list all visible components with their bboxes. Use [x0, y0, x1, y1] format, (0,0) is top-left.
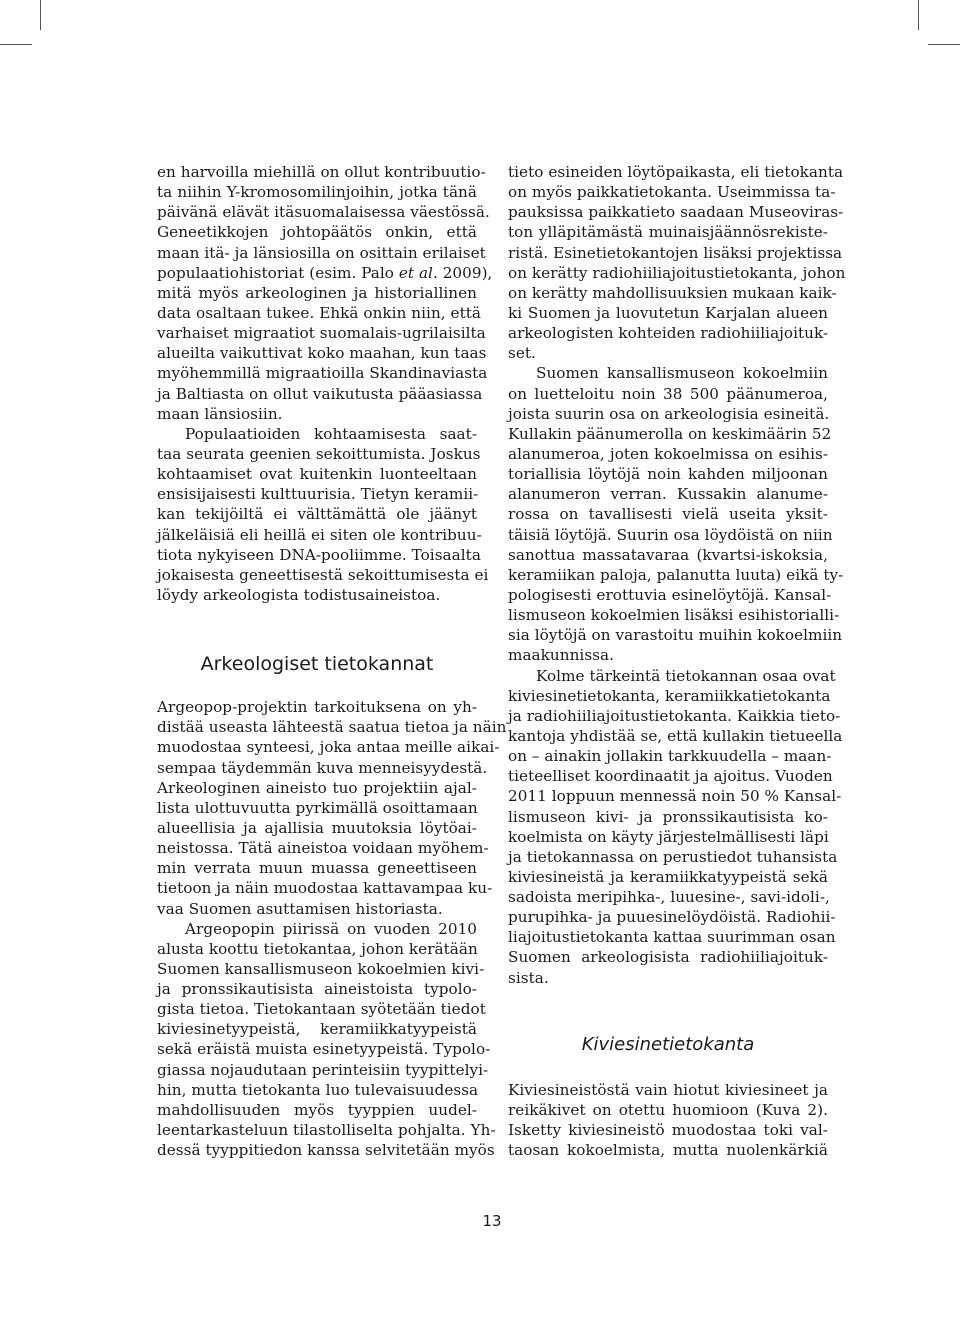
text-line: löydy arkeologista todistusaineistoa.	[157, 585, 441, 604]
text-line: Arkeologinen aineisto tuo projektiin ajal-	[157, 778, 477, 797]
paragraph	[157, 162, 493, 424]
text-line: jälkeläisiä eli heillä ei siten ole kontribuu-	[157, 525, 482, 544]
text-line: Suomen kansallismuseon kokoelmien kivi-	[157, 959, 485, 978]
left-column	[157, 162, 507, 1160]
text-line: reikäkivet on otettu huomioon (Kuva 2).	[508, 1100, 828, 1119]
text-line: en harvoilla miehillä on ollut kontribuutio-	[157, 163, 486, 181]
section-heading: Arkeologiset tietokannat	[200, 653, 434, 676]
text-line: mitä myös arkeologinen ja historiallinen	[157, 283, 477, 302]
text-line: sekä eräistä muista esinetyypeistä. Typolo-	[157, 1040, 491, 1059]
text-line: lismuseon kivi- ja pronssikautisista ko-	[508, 807, 828, 826]
text-line: joista suurin osa on arkeologisia esineitä.	[508, 404, 830, 423]
paragraph	[508, 666, 843, 988]
text-line: kan tekijöiltä ei välttämättä ole jäänyt	[157, 505, 477, 524]
paragraph	[157, 919, 496, 1161]
text-line: Populaatioiden kohtaamisesta saat-	[185, 424, 477, 443]
crop-mark	[928, 44, 960, 45]
text-line: data osaltaan tukee. Ehkä onkin niin, että	[157, 303, 481, 322]
text-line: Kullakin päänumerolla on keskimäärin 52	[508, 424, 832, 443]
section-heading: Kiviesinetietokanta	[581, 1033, 755, 1055]
text-line: pauksissa paikkatieto saadaan Museoviras-	[508, 203, 844, 222]
text-line: on kerätty radiohiiliajoitustietokanta, johon	[508, 263, 846, 282]
text-line: koelmista on käyty järjestelmällisesti läpi	[508, 827, 829, 846]
text-line: ta niihin Y-kromosomilinjoihin, jotka tänä	[157, 183, 477, 202]
text-line: Suomen arkeologisista radiohiiliajoituk-	[508, 948, 828, 967]
text-line: min verrata muun muassa geneettiseen	[157, 859, 477, 878]
text-line: on luetteloitu noin 38 500 päänumeroa,	[508, 384, 828, 403]
paragraph	[508, 162, 846, 363]
text-line: alanumeroa, joten kokoelmissa on esihis-	[508, 444, 828, 463]
text-line: Geneetikkojen johtopäätös onkin, että	[157, 223, 477, 242]
text-line: tieto esineiden löytöpaikasta, eli tietokanta	[508, 163, 844, 181]
text-line: täisiä löytöjä. Suurin osa löydöistä on niin	[508, 525, 833, 544]
text-line: on myös paikkatietokanta. Useimmissa ta-	[508, 183, 836, 202]
text-line: kiviesinetyypeistä, keramiikkatyypeistä	[157, 1020, 477, 1039]
text-line: ja tietokannassa on perustiedot tuhansista	[508, 847, 838, 866]
text-line: päivänä elävät itäsuomalaisessa väestössä.	[157, 203, 490, 222]
text-line: tiota nykyiseen DNA-pooliimme. Toisaalta	[157, 545, 481, 564]
text-line: taosan kokoelmista, mutta nuolenkärkiä	[508, 1141, 828, 1160]
paragraph	[508, 363, 844, 665]
crop-mark	[0, 44, 32, 45]
text-line: alueilta vaikuttivat koko maahan, kun taas	[157, 344, 487, 363]
text-line: on – ainakin jollakin tarkkuudella – maan-	[508, 747, 832, 766]
text-line: toriallisia löytöjä noin kahden miljoonan	[508, 465, 828, 484]
text-line: Argeopopin piirissä on vuoden 2010	[185, 919, 477, 938]
text-line: rossa on tavallisesti vielä useita yksit-	[508, 505, 828, 524]
right-column	[508, 162, 846, 1160]
text-line: sadoista meripihka-, luuesine-, savi-idoli-,	[508, 888, 830, 907]
text-line: kiviesinetietokanta, keramiikkatietokanta	[508, 686, 831, 705]
text-line: vaa Suomen asuttamisen historiasta.	[157, 899, 443, 918]
text-line: on kerätty mahdollisuuksien mukaan kaik-	[508, 283, 837, 302]
text-line: sanottua massatavaraa (kvartsi-iskoksia,	[508, 545, 828, 564]
crop-mark	[40, 0, 41, 30]
text-line: populaatiohistoriat (esim. Palo et al. 2009),	[157, 263, 493, 282]
text-line: myöhemmillä migraatioilla Skandinaviasta	[157, 364, 488, 383]
page-number: 13	[482, 1212, 502, 1230]
paragraph	[157, 697, 507, 919]
text-line: gista tietoa. Tietokantaan syötetään tiedot	[157, 1000, 486, 1019]
text-line: taa seurata geenien sekoittumista. Joskus	[157, 444, 481, 463]
text-line: tietoon ja näin muodostaa kattavampaa ku-	[157, 879, 493, 898]
text-line: pologisesti erottuvia esinelöytöjä. Kansal-	[508, 585, 832, 604]
text-line: arkeologisten kohteiden radiohiiliajoituk-	[508, 324, 829, 343]
text-line: ja Baltiasta on ollut vaikutusta pääasiassa	[157, 384, 483, 403]
text-line: Suomen kansallismuseon kokoelmiin	[536, 364, 828, 383]
text-line: kohtaamiset ovat kuitenkin luonteeltaan	[157, 465, 477, 484]
text-line: kiviesineistä ja keramiikkatyypeistä sekä	[508, 867, 828, 886]
text-line: liajoitustietokanta kattaa suurimman osan	[508, 928, 836, 947]
paragraph	[157, 424, 489, 605]
text-line: Kolme tärkeintä tietokannan osaa ovat	[536, 666, 836, 685]
text-line: neistossa. Tätä aineistoa voidaan myöhem-	[157, 839, 489, 858]
text-line: maan länsiosiin.	[157, 404, 283, 423]
text-line: leentarkasteluun tilastolliselta pohjalta. Yh-	[157, 1121, 496, 1140]
text-line: distää useasta lähteestä saatua tietoa ja näin	[157, 718, 507, 737]
text-line: sia löytöjä on varastoitu muihin kokoelmiin	[508, 626, 843, 645]
crop-mark	[918, 0, 919, 30]
text-line: tieteelliset koordinaatit ja ajoitus. Vuoden	[508, 767, 833, 786]
text-line: alueellisia ja ajallisia muutoksia löytöai-	[157, 818, 477, 837]
text-line: maan itä- ja länsiosilla on osittain erilaiset	[157, 243, 486, 262]
text-line: sempaa täydemmän kuva menneisyydestä.	[157, 758, 488, 777]
text-line: Isketty kiviesineistö muodostaa toki val-	[508, 1121, 828, 1140]
text-line: ki Suomen ja luovutetun Karjalan alueen	[508, 303, 828, 322]
text-line: lista ulottuvuutta pyrkimällä osoittamaan	[157, 798, 478, 817]
text-line: alanumeron verran. Kussakin alanume-	[508, 485, 828, 504]
text-line: lismuseon kokoelmien lisäksi esihistorialli-	[508, 606, 840, 625]
paragraph	[508, 1080, 828, 1161]
text-line: dessä tyyppitiedon kanssa selvitetään myös	[157, 1141, 495, 1160]
text-line: ja radiohiiliajoitustietokanta. Kaikkia tieto-	[508, 706, 841, 725]
text-line: alusta koottu tietokantaa, johon kerätään	[157, 939, 478, 958]
text-line: Argeopop-projektin tarkoituksena on yh-	[157, 698, 477, 717]
text-line: sista.	[508, 968, 549, 987]
text-line: giassa nojaudutaan perinteisiin tyypittelyi-	[157, 1060, 489, 1079]
text-line: ton ylläpitämästä muinaisjäännösrekiste-	[508, 223, 828, 242]
text-line: ristä. Esinetietokantojen lisäksi projektissa	[508, 243, 843, 262]
text-line: purupihka- ja puuesinelöydöistä. Radiohii-	[508, 908, 836, 927]
text-line: varhaiset migraatiot suomalais-ugrilaisilta	[157, 324, 486, 343]
text-line: muodostaa synteesi, joka antaa meille aikai-	[157, 738, 500, 757]
text-line: set.	[508, 344, 536, 363]
text-line: Kiviesineistöstä vain hiotut kiviesineet ja	[508, 1080, 828, 1099]
text-line: hin, mutta tietokanta luo tulevaisuudessa	[157, 1080, 479, 1099]
text-line: jokaisesta geneettisestä sekoittumisesta ei	[157, 565, 489, 584]
text-line: kantoja yhdistää se, että kullakin tietueella	[508, 726, 843, 745]
text-line: mahdollisuuden myös tyyppien uudel-	[157, 1100, 477, 1119]
text-line: ensisijaisesti kulttuurisia. Tietyn keramii-	[157, 485, 479, 504]
text-line: keramiikan paloja, palanutta luuta) eikä ty-	[508, 565, 844, 584]
text-line: 2011 loppuun mennessä noin 50 % Kansal-	[508, 787, 842, 806]
text-line: maakunnissa.	[508, 646, 614, 665]
text-line: ja pronssikautisista aineistoista typolo-	[157, 980, 477, 999]
